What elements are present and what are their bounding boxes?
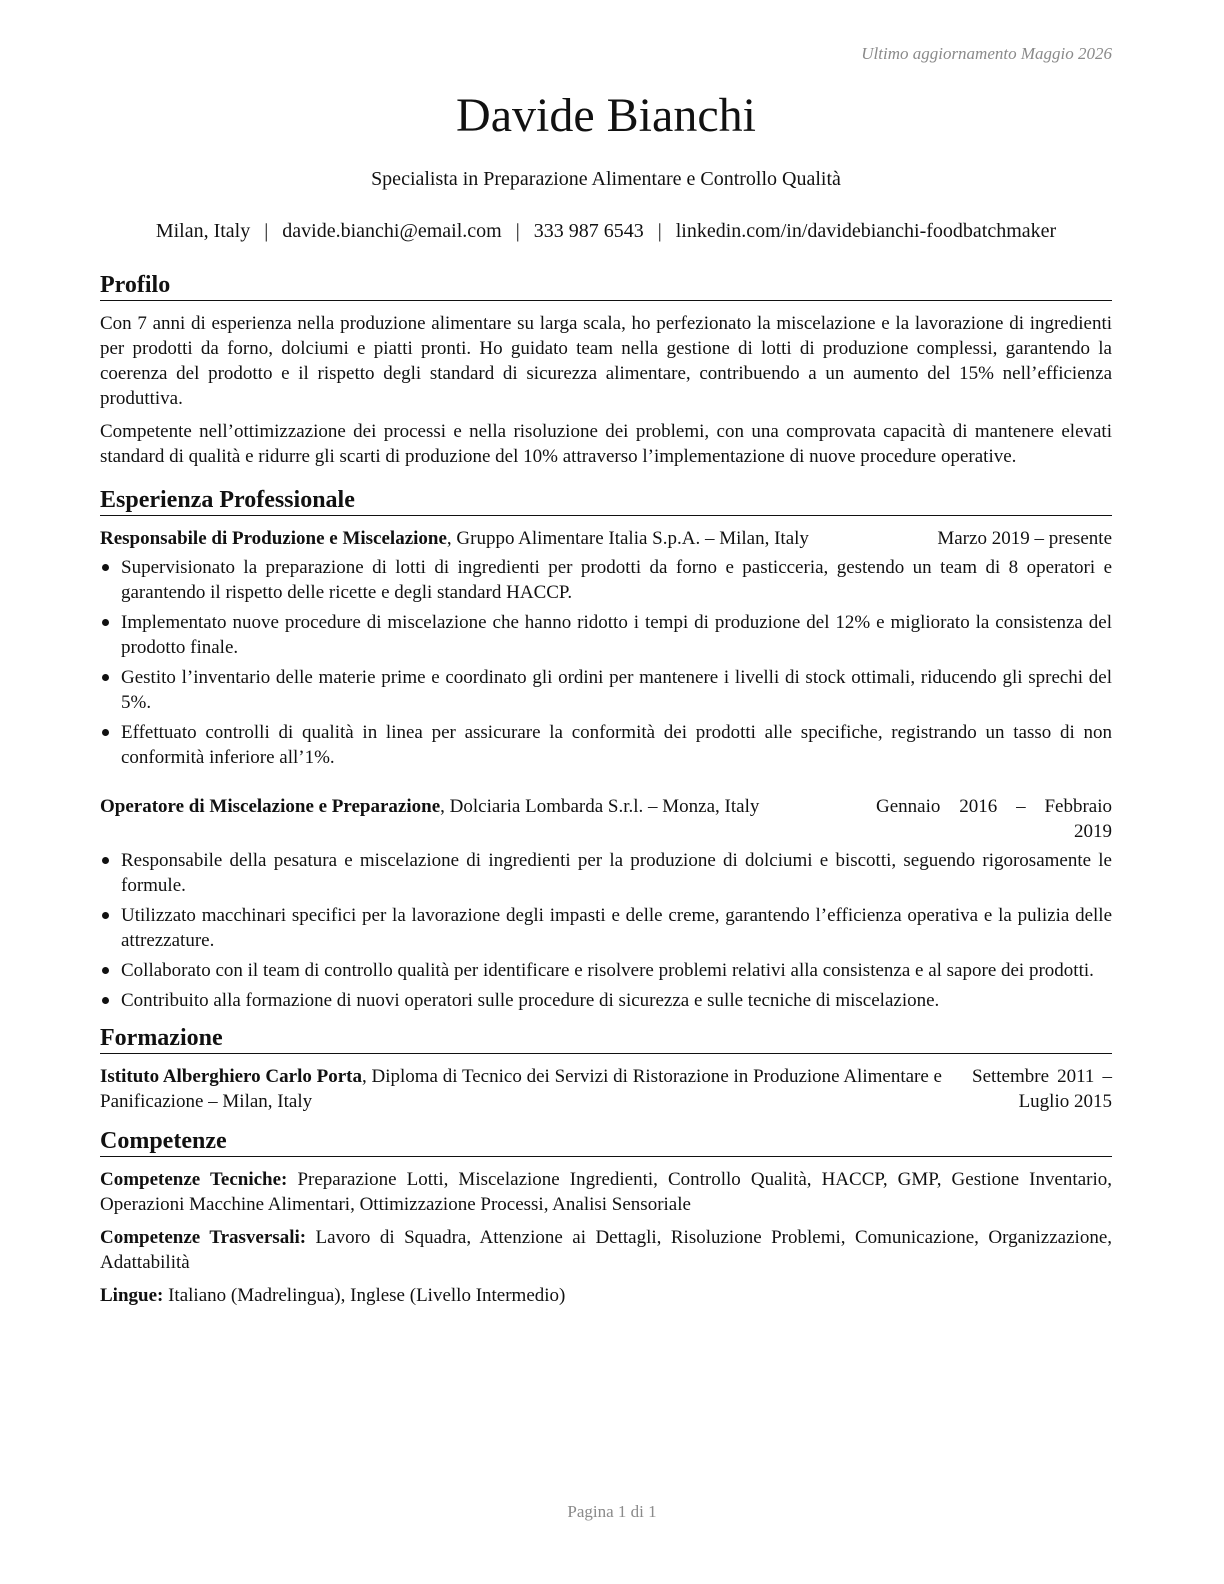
list-item: Responsabile della pesatura e miscelazione di ingredienti per la produzione di dolciumi e biscotti, seguendo rigorosamente le formule. [100, 848, 1112, 898]
contact-separator: | [657, 220, 662, 242]
page-number: Pagina 1 di 1 [567, 1502, 657, 1521]
list-item: Effettuato controlli di qualità in linea per assicurare la conformità dei prodotti alle specifiche, registrando un tasso di non conformità inferiore all’1%. [100, 720, 1112, 770]
bullet-icon [102, 967, 109, 974]
resume-page [100, 0, 1112, 1584]
job-title-line [100, 526, 937, 551]
skill-value: Preparazione Lotti, Miscelazione Ingredienti, Controllo Qualità, HACCP, GMP, Gestione Inventario, Operazioni Macchine Alimentari, Ottimizzazione Processi, Analisi Sensoriale [100, 1169, 1112, 1215]
job-company: , Dolciaria Lombarda S.r.l. – Monza, Italy [440, 796, 760, 817]
job-company: , Gruppo Alimentare Italia S.p.A. – Milan, Italy [446, 528, 809, 549]
list-item: Supervisionato la preparazione di lotti di ingredienti per prodotti da forno e pasticceria, gestendo un team di 8 operatori e garantendo il rispetto delle ricette e degli standard HACCP. [100, 555, 1112, 605]
candidate-subtitle: Specialista in Preparazione Alimentare e Controllo Qualità [371, 168, 841, 190]
job-bullets [100, 555, 1112, 770]
education-dates: Settembre 2011 – Luglio 2015 [972, 1066, 1112, 1112]
resume-content [100, 270, 1112, 1316]
contact-separator: | [264, 220, 269, 242]
job-header [100, 526, 1112, 551]
bullet-icon [102, 729, 109, 736]
skill-row [100, 1167, 1112, 1217]
education-entry [100, 1064, 1112, 1114]
education-school: Istituto Alberghiero Carlo Porta [100, 1066, 362, 1087]
skill-value: Lavoro di Squadra, Attenzione ai Dettagli, Risoluzione Problemi, Comunicazione, Organizzazione, Adattabilità [100, 1227, 1112, 1273]
candidate-name: Davide Bianchi [456, 89, 756, 142]
list-item: Gestito l’inventario delle materie prime e coordinato gli ordini per mantenere i livelli di stock ottimali, riducendo gli sprechi del 5%. [100, 665, 1112, 715]
education-line [100, 1064, 972, 1114]
list-item: Collaborato con il team di controllo qualità per identificare e risolvere problemi relativi alla consistenza e al sapore dei prodotti. [100, 958, 1112, 983]
bullet-icon [102, 912, 109, 919]
profile-paragraph: Con 7 anni di esperienza nella produzione alimentare su larga scala, ho perfezionato la miscelazione e la lavorazione di ingredienti per prodotti da forno, dolciumi e piatti pronti. Ho guidato team nella gestione di lotti di produzione complessi, garantendo la coerenza del prodotto e il rispetto degli standard di sicurezza alimentare, contribuendo a un aumento del 15% nell’efficienza produttiva. [100, 313, 1112, 409]
job-title-line [100, 794, 876, 844]
profile-paragraph: Competente nell’ottimizzazione dei processi e nella risoluzione dei problemi, con una comprovata capacità di mantenere elevati standard di qualità e ridurre gli scarti di produzione del 10% attraverso l’implementazione di nuove procedure operative. [100, 421, 1112, 467]
contact-email[interactable]: davide.bianchi@email.com [282, 220, 502, 242]
section-title-profile: Profilo [100, 270, 1112, 301]
job-role: Responsabile di Produzione e Miscelazione [100, 528, 447, 549]
skill-label: Competenze Trasversali: [100, 1227, 307, 1248]
skill-label: Lingue: [100, 1285, 164, 1306]
section-title-experience: Esperienza Professionale [100, 485, 1112, 516]
job-dates: Gennaio 2016 – Febbraio 2019 [876, 796, 1112, 842]
contact-line [70, 218, 1142, 244]
skill-label: Competenze Tecniche: [100, 1169, 288, 1190]
bullet-icon [102, 619, 109, 626]
bullet-icon [102, 857, 109, 864]
contact-phone[interactable]: 333 987 6543 [533, 220, 644, 242]
job-header [100, 794, 1112, 844]
list-item: Utilizzato macchinari specifici per la lavorazione degli impasti e delle creme, garantendo l’efficienza operativa e la pulizia delle attrezzature. [100, 903, 1112, 953]
contact-separator: | [515, 220, 520, 242]
skill-row [100, 1225, 1112, 1275]
section-title-education: Formazione [100, 1023, 1112, 1054]
section-title-skills: Competenze [100, 1126, 1112, 1157]
list-item: Implementato nuove procedure di miscelazione che hanno ridotto i tempi di produzione del 12% e migliorato la consistenza del prodotto finale. [100, 610, 1112, 660]
job-dates: Marzo 2019 – presente [937, 528, 1112, 549]
skill-row [100, 1283, 1112, 1308]
last-updated: Ultimo aggiornamento Maggio 2026 [861, 44, 1112, 63]
contact-linkedin[interactable]: linkedin.com/in/davidebianchi-foodbatchmaker [675, 220, 1057, 242]
bullet-icon [102, 997, 109, 1004]
skill-value: Italiano (Madrelingua), Inglese (Livello Intermedio) [163, 1285, 566, 1306]
job-bullets [100, 848, 1112, 1013]
list-item: Contribuito alla formazione di nuovi operatori sulle procedure di sicurezza e sulle tecniche di miscelazione. [100, 988, 1112, 1013]
job-role: Operatore di Miscelazione e Preparazione [100, 796, 441, 817]
bullet-icon [102, 674, 109, 681]
education-detail: , Diploma di Tecnico dei Servizi di Ristorazione in Produzione Alimentare e Panificazione – Milan, Italy [100, 1066, 942, 1112]
contact-location: Milan, Italy [155, 220, 251, 242]
bullet-icon [102, 564, 109, 571]
